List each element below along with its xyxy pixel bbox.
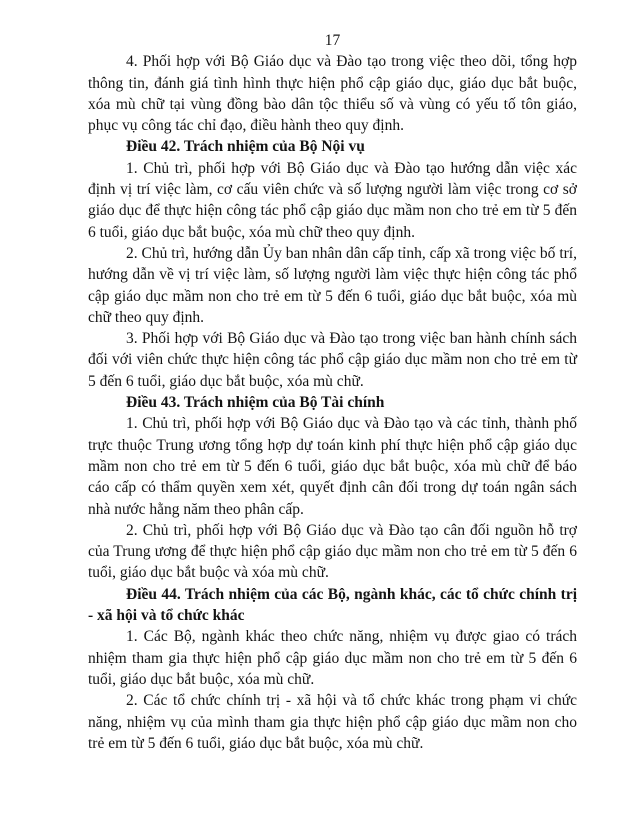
document-body: [88, 51, 577, 754]
article-heading: Điều 44. Trách nhiệm của các Bộ, ngành khác, các tổ chức chính trị - xã hội và tổ chức khác: [88, 585, 577, 625]
article-heading: Điều 43. Trách nhiệm của Bộ Tài chính: [126, 394, 385, 412]
paragraph: 4. Phối hợp với Bộ Giáo dục và Đào tạo trong việc theo dõi, tổng hợp thông tin, đánh giá tình hình thực hiện phổ cập giáo dục, giáo dục bắt buộc, xóa mù chữ tại vùng đồng bào dân tộc thiểu số và vùng có yếu tố tôn giáo, phục vụ công tác chỉ đạo, điều hành theo quy định.: [88, 53, 577, 135]
paragraph: 1. Chủ trì, phối hợp với Bộ Giáo dục và Đào tạo hướng dẫn việc xác định vị trí việc làm, cơ cấu viên chức và số lượng người làm việc trong cơ sở giáo dục để thực hiện công tác phổ cập giáo dục mầm non cho trẻ em từ 5 đến 6 tuổi, giáo dục bắt buộc, xóa mù chữ theo quy định.: [88, 159, 577, 241]
paragraph: 3. Phối hợp với Bộ Giáo dục và Đào tạo trong việc ban hành chính sách đối với viên chức thực hiện công tác phổ cập giáo dục mầm non cho trẻ em từ 5 đến 6 tuổi, giáo dục bắt buộc, xóa mù chữ.: [88, 330, 577, 390]
paragraph: 1. Các Bộ, ngành khác theo chức năng, nhiệm vụ được giao có trách nhiệm tham gia thực hiện phổ cập giáo dục mầm non cho trẻ em từ 5 đến 6 tuổi, giáo dục bắt buộc, xóa mù chữ.: [88, 628, 577, 688]
paragraph: 1. Chủ trì, phối hợp với Bộ Giáo dục và Đào tạo và các tỉnh, thành phố trực thuộc Trung ương tổng hợp dự toán kinh phí thực hiện phổ cập giáo dục mầm non cho trẻ em từ 5 đến 6 tuổi, giáo dục bắt buộc, xóa mù chữ để báo cáo cấp có thẩm quyền xem xét, quyết định cân đối trong dự toán ngân sách nhà nước hằng năm theo phân cấp.: [88, 415, 577, 518]
paragraph: 2. Chủ trì, phối hợp với Bộ Giáo dục và Đào tạo cân đối nguồn hỗ trợ của Trung ương để thực hiện phổ cập giáo dục mầm non cho trẻ em từ 5 đến 6 tuổi, giáo dục bắt buộc và xóa mù chữ.: [88, 521, 577, 582]
paragraph: 2. Các tổ chức chính trị - xã hội và tổ chức khác trong phạm vi chức năng, nhiệm vụ của mình tham gia thực hiện phổ cập giáo dục mầm non cho trẻ em từ 5 đến 6 tuổi, giáo dục bắt buộc, xóa mù chữ.: [88, 692, 577, 752]
paragraph: 2. Chủ trì, hướng dẫn Ủy ban nhân dân cấp tỉnh, cấp xã trong việc bố trí, hướng dẫn về vị trí việc làm, số lượng người làm việc thực hiện công tác phổ cập giáo dục mầm non cho trẻ em từ 5 đến 6 tuổi, giáo dục bắt buộc, xóa mù chữ theo quy định.: [88, 244, 577, 326]
article-heading: Điều 42. Trách nhiệm của Bộ Nội vụ: [126, 138, 365, 156]
page-number: 17: [324, 32, 341, 49]
